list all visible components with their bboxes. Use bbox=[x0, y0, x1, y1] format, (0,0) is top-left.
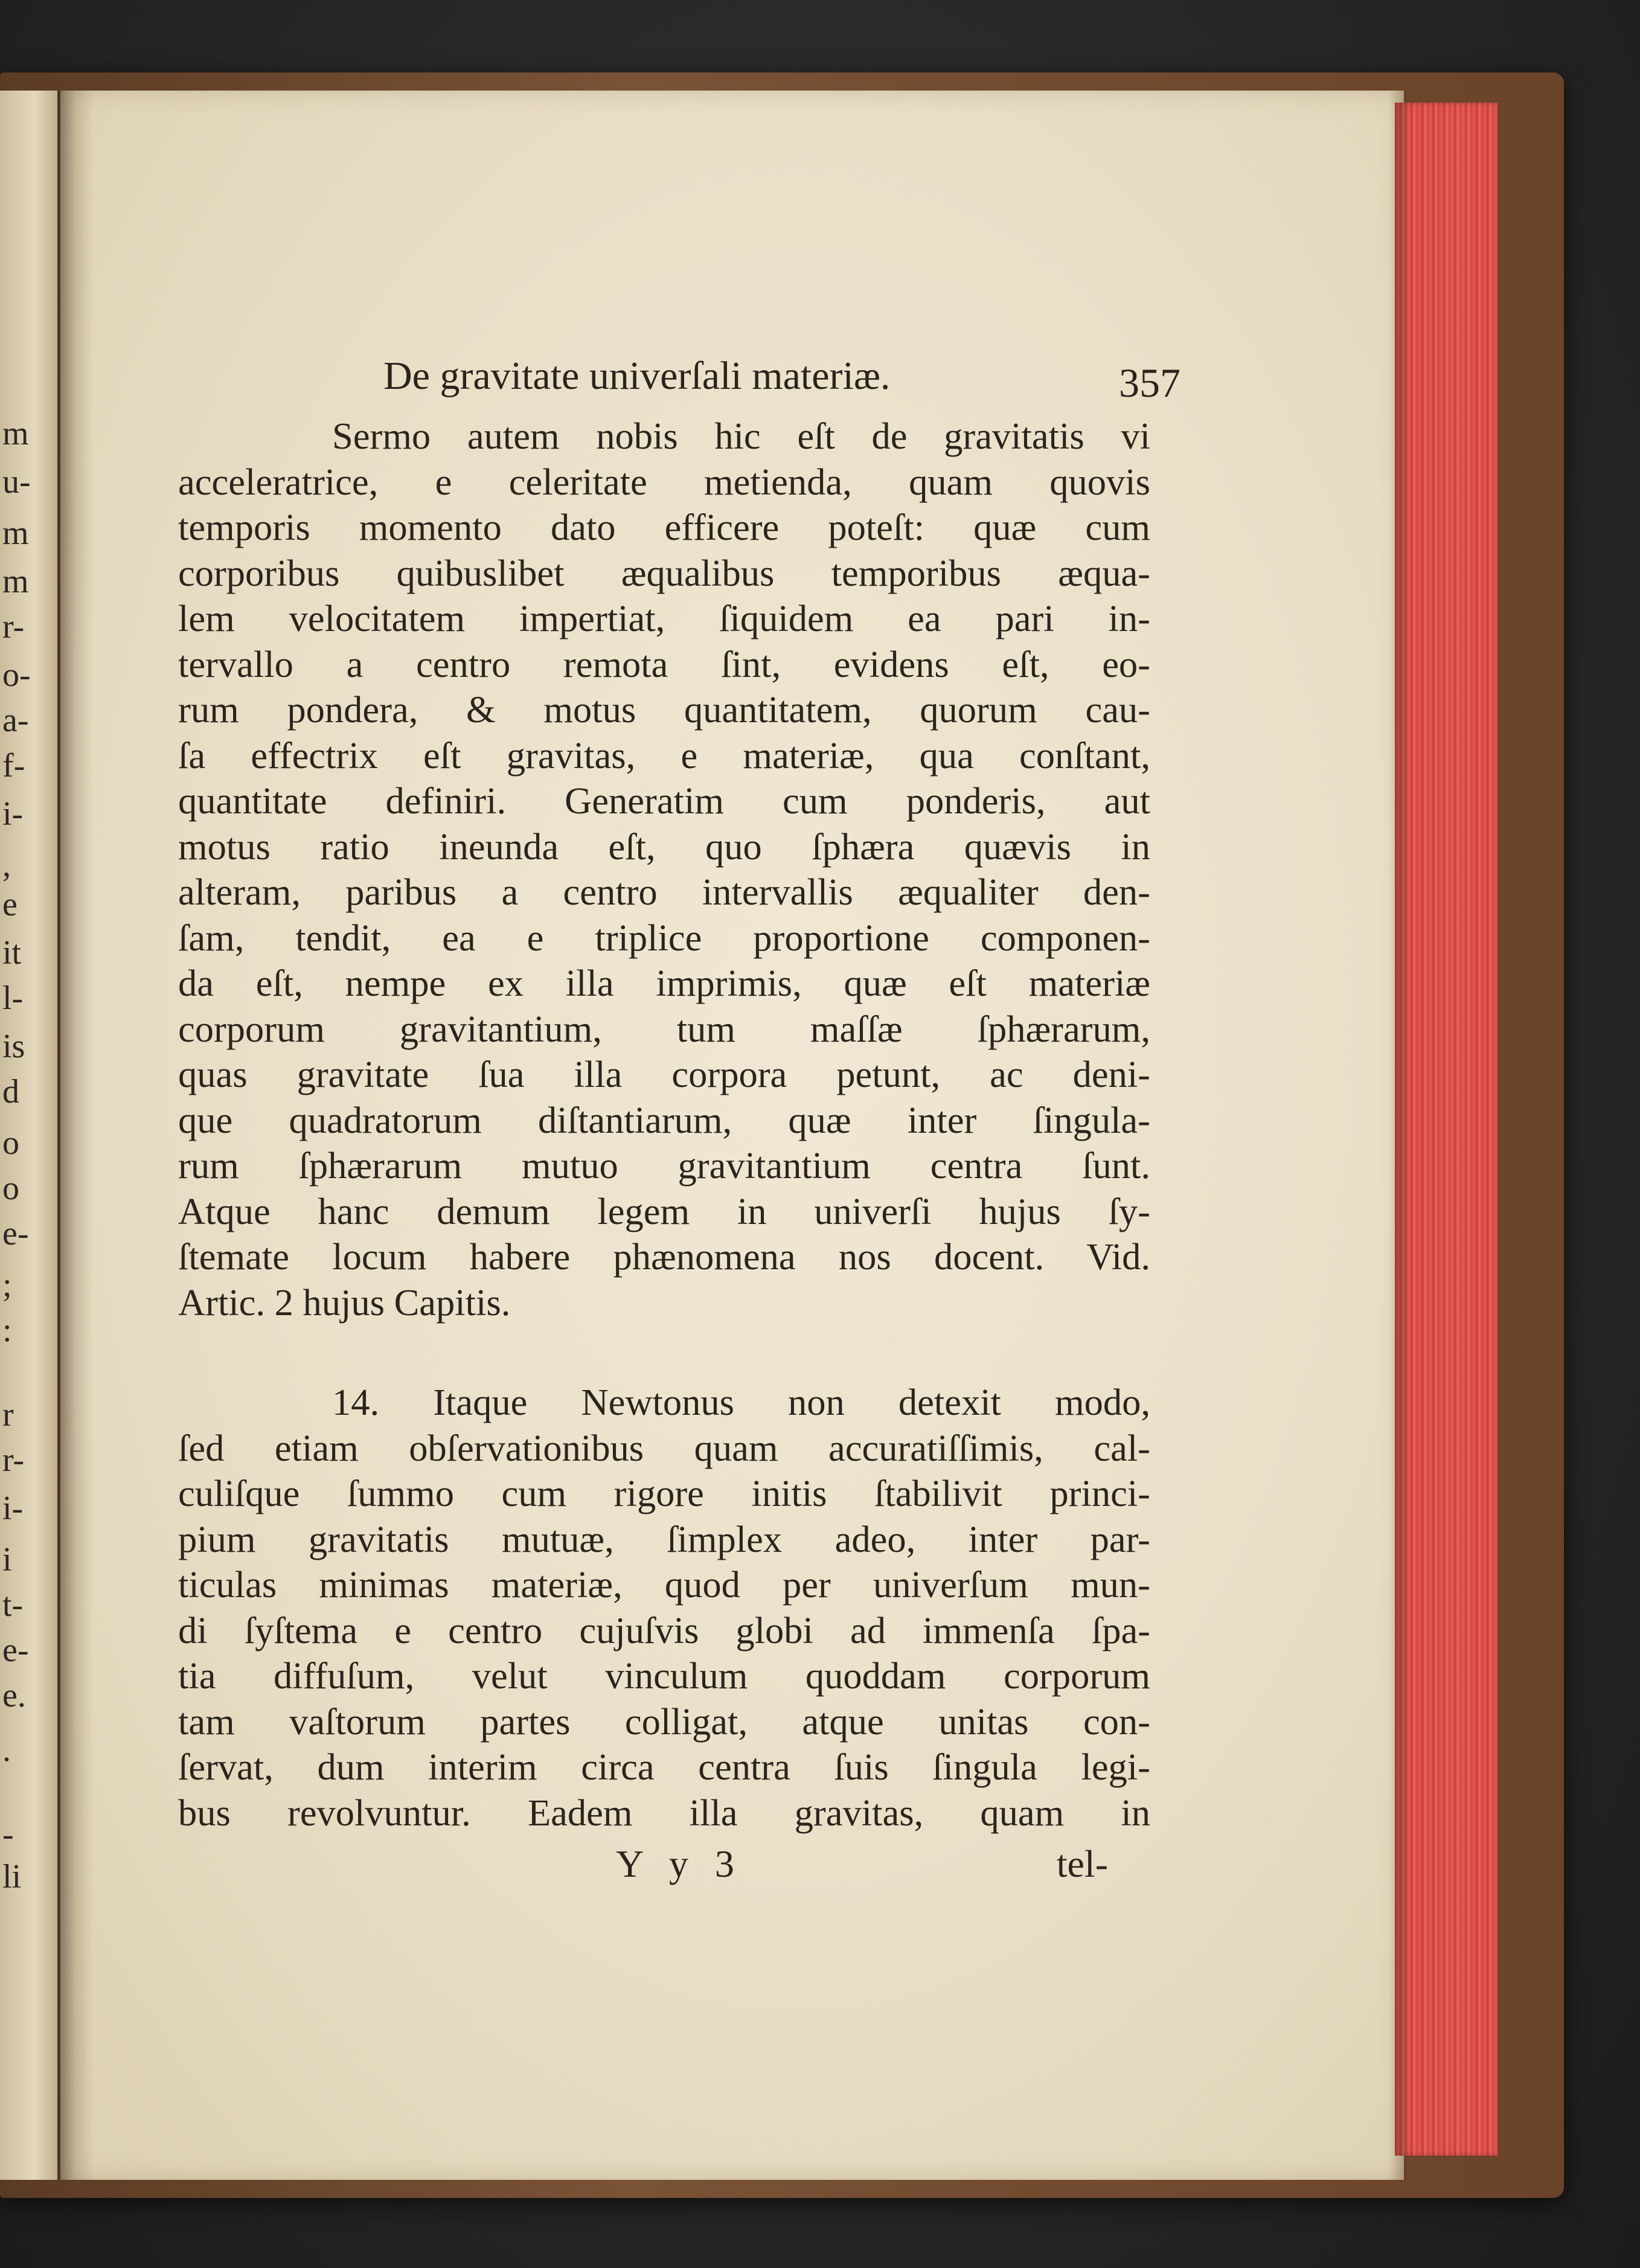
page-edge-shadow bbox=[1389, 91, 1407, 2180]
text-line: lem velocitatem impertiat, ſiquidem ea pari in- bbox=[178, 597, 1150, 639]
text-line: ſam, tendit, ea e triplice proportione componen- bbox=[178, 916, 1150, 959]
text-line: 14. Itaque Newtonus non detexit modo, bbox=[332, 1381, 1150, 1423]
left-fragment: e- bbox=[2, 1632, 29, 1669]
text-line: tia diffuſum, velut vinculum quoddam corporum bbox=[178, 1655, 1150, 1697]
running-title: De gravitate univerſali materiæ. bbox=[383, 354, 891, 398]
left-fragment: is bbox=[2, 1028, 25, 1065]
left-fragment: d bbox=[2, 1073, 19, 1110]
left-fragment: e- bbox=[2, 1215, 29, 1252]
left-fragment: o bbox=[2, 1170, 19, 1207]
text-line: acceleratrice, e celeritate metienda, quam quovis bbox=[178, 460, 1150, 503]
text-line: culiſque ſummo cum rigore initis ſtabilivit princi- bbox=[178, 1472, 1150, 1514]
left-fragment: li bbox=[2, 1858, 22, 1895]
text-line: Sermo autem nobis hic eſt de gravitatis vi bbox=[332, 415, 1150, 457]
left-fragment: i- bbox=[2, 1490, 24, 1527]
text-line: rum ſphærarum mutuo gravitantium centra ſunt. bbox=[178, 1144, 1150, 1187]
text-line: rum pondera, & motus quantitatem, quorum cau- bbox=[178, 688, 1150, 731]
left-fragment: , bbox=[2, 847, 11, 884]
text-line: ſed etiam obſervationibus quam accuratiſſimis, cal- bbox=[178, 1426, 1150, 1469]
left-fragment: r- bbox=[2, 1441, 25, 1479]
text-line: Atque hanc demum legem in univerſi hujus ſy- bbox=[178, 1190, 1150, 1232]
left-fragment: r bbox=[2, 1396, 14, 1434]
left-fragment: m bbox=[2, 514, 29, 552]
left-fragment: i bbox=[2, 1541, 12, 1578]
red-page-edges bbox=[1395, 103, 1497, 2156]
page-footer bbox=[178, 1836, 1150, 1884]
text-line: corporibus quibuslibet æqualibus temporibus æqua- bbox=[178, 551, 1150, 594]
left-fragment: o- bbox=[2, 656, 31, 694]
left-fragment: o bbox=[2, 1124, 19, 1162]
left-fragment: r- bbox=[2, 608, 25, 645]
left-fragment: e bbox=[2, 886, 18, 923]
running-header bbox=[383, 341, 1180, 408]
text-line: ſervat, dum interim circa centra ſuis ſingula legi- bbox=[178, 1746, 1150, 1788]
left-fragment: a- bbox=[2, 702, 29, 739]
text-line: tervallo a centro remota ſint, evidens eſt, eo- bbox=[178, 642, 1150, 685]
left-fragment: m bbox=[2, 415, 29, 452]
catchword: tel- bbox=[1056, 1842, 1108, 1885]
text-line: temporis momento dato efficere poteſt: quæ cum bbox=[178, 506, 1150, 548]
text-line: quantitate definiri. Generatim cum ponderis, aut bbox=[178, 780, 1150, 822]
text-line: quas gravitate ſua illa corpora petunt, ac deni- bbox=[178, 1053, 1150, 1095]
left-fragment: ; bbox=[2, 1266, 12, 1304]
left-fragment: u- bbox=[2, 463, 31, 501]
left-fragment: l- bbox=[2, 979, 24, 1017]
left-fragment: . bbox=[2, 1731, 11, 1769]
paragraph bbox=[178, 1380, 1150, 1836]
text-line: da eſt, nempe ex illa imprimis, quæ eſt materiæ bbox=[178, 962, 1150, 1004]
paragraph bbox=[178, 414, 1150, 1325]
left-fragment: i- bbox=[2, 795, 24, 833]
left-fragment: it bbox=[2, 934, 22, 972]
left-fragment: - bbox=[2, 1816, 14, 1853]
left-fragment: m bbox=[2, 563, 29, 600]
signature-mark: Y y 3 bbox=[616, 1842, 743, 1885]
body-text bbox=[178, 414, 1150, 1836]
previous-page-edge bbox=[0, 91, 57, 2180]
page-number: 357 bbox=[1119, 360, 1180, 406]
text-line: que quadratorum diſtantiarum, quæ inter ſingula- bbox=[178, 1098, 1150, 1141]
left-fragment: : bbox=[2, 1312, 12, 1349]
gutter-shadow bbox=[57, 91, 94, 2180]
text-line: ticulas minimas materiæ, quod per univerſum mun- bbox=[178, 1563, 1150, 1606]
left-fragment: f- bbox=[2, 747, 25, 784]
text-line: tam vaſtorum partes colligat, atque unitas con- bbox=[178, 1700, 1150, 1743]
text-line: pium gravitatis mutuæ, ſimplex adeo, inter par- bbox=[178, 1517, 1150, 1560]
text-line: motus ratio ineunda eſt, quo ſphæra quævis in bbox=[178, 825, 1150, 868]
text-line: ſtemate locum habere phænomena nos docent. Vid. bbox=[178, 1235, 1150, 1278]
text-line: Artic. 2 hujus Capitis. bbox=[178, 1281, 511, 1324]
text-line: alteram, paribus a centro intervallis æqualiter den- bbox=[178, 871, 1150, 913]
left-fragment: t- bbox=[2, 1586, 24, 1624]
text-line: di ſyſtema e centro cujuſvis globi ad immenſa ſpa- bbox=[178, 1609, 1150, 1651]
text-line: ſa effectrix eſt gravitas, e materiæ, qua conſtant, bbox=[178, 734, 1150, 777]
text-line: corporum gravitantium, tum maſſæ ſphærarum, bbox=[178, 1007, 1150, 1050]
text-line: bus revolvuntur. Eadem illa gravitas, quam in bbox=[178, 1791, 1150, 1834]
left-fragment: e. bbox=[2, 1677, 26, 1714]
